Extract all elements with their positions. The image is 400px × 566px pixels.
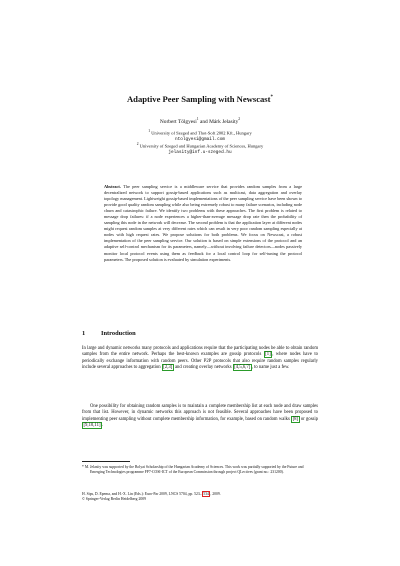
footnote (82, 465, 318, 476)
author-2-mark: 2 (238, 117, 241, 121)
author-2: Márk Jelasity (209, 118, 239, 125)
author-and: and (199, 118, 208, 125)
imprint-text-a: H. Sips, D. Epema, and H.-X. Lin (Eds.): Euro-Par 2009, LNCS 5704, pp. 523– (82, 492, 202, 496)
affiliation-2-mark: 2 (136, 142, 139, 146)
affiliation-1-mark: 1 (148, 129, 151, 133)
section-number: 1 (82, 330, 86, 337)
imprint (82, 492, 318, 502)
citation-link[interactable]: [4,5,6,7] (234, 365, 251, 371)
footnote-mark: * (82, 465, 84, 469)
footnote-divider (82, 461, 130, 462)
section-heading (82, 330, 136, 337)
citation-link[interactable]: [8] (292, 416, 299, 422)
affiliation-1-email[interactable]: ntolgyesi@gmail.com (174, 136, 226, 142)
citation-link[interactable]: [1] (265, 352, 271, 358)
affiliation-2-institution: University of Szeged and Hungarian Academy of Sciences, Hungary (139, 143, 264, 149)
abstract (104, 184, 302, 263)
affiliation-2 (0, 141, 400, 156)
paragraph-1 (82, 346, 318, 372)
author-1: Norbert Tölgyesi (159, 118, 197, 125)
citation-link[interactable]: [2,3] (163, 365, 173, 371)
section-title: Introduction (101, 330, 136, 337)
paragraph-2 (82, 404, 318, 430)
paragraph-2-text-b: or gossip (299, 416, 318, 422)
citation-link[interactable]: [9,10,11] (83, 423, 101, 429)
paragraph-2-text-a: One possibility for obtaining random samples is to maintain a complete membership list at each node and draw samples from that list. However, in dynamic networks this approach is not feasible. Several approaches have been proposed to implementing peer sampling without complete membership information, for example, based on random walks (82, 404, 318, 422)
title-text: Adaptive Peer Sampling with Newscast (126, 94, 271, 104)
paragraph-2-text-c: . (102, 423, 104, 429)
paper-title (0, 94, 400, 104)
copyright-line: © Springer-Verlag Berlin Heidelberg 2009 (82, 497, 146, 502)
affiliation-1-institution: University of Szeged and Thot-Soft 2002 Kft., Hungary (151, 130, 252, 136)
affiliation-2-email[interactable]: jelasity@inf.u-szeged.hu (168, 149, 232, 155)
page-range-link[interactable]: 534 (203, 492, 209, 496)
paragraph-1-text-d: , to name just a few. (251, 365, 290, 371)
author-1-mark: 1 (196, 117, 199, 121)
author-line (0, 117, 400, 125)
abstract-text: The peer sampling service is a middleware service that provides random samples from a large decentralized network to support gossip-based applications such as multicast, data aggregation and overlay topology management. Lightweight gossip-based implementations of the peer sampling service have been shown to provide good quality random sampling while also being extremely robust to many failure scenarios, including node churn and catastrophic failure. We identify two problems with these approaches. The first problem is related to message drop failures: if a node experiences a higher-than-average message drop rate then the probability of sampling this node in the network will decrease. The second problem is that the application layer at different nodes might request random samples at very different rates which can result in very poor random sampling especially at nodes with high request rates. We propose solutions for both problems. We focus on Newscast, a robust implementation of the peer sampling service. Our solution is based on simple extensions of the protocol and an adaptive self-control mechanism for its parameters, namely—without involving failure detectors—nodes passively monitor local protocol events using them as feedback for a local control loop for self-tuning the protocol parameters. The proposed solution is evaluated by simulation experiments. (104, 184, 302, 262)
title-footnote-mark: * (270, 95, 274, 101)
paragraph-1-text-b: , where nodes have to periodically exchange information with random peers. Other P2P protocols that also require random samples regularly include several approaches to aggregation (82, 352, 318, 371)
imprint-text-b: , 2009. (210, 492, 221, 496)
abstract-label: Abstract. (104, 184, 121, 189)
footnote-text: M. Jelasity was supported by the Bolyai Scholarship of the Hungarian Academy of Sciences. This work was partially supported by the Future and Emerging Technologies programme FP7-COSI-ICT of the European Commission through project QLectives (grant no.: 231200). (84, 465, 304, 475)
paragraph-1-text-c: and creating overlay networks (173, 365, 233, 371)
paragraph-1-text-a: In large and dynamic networks many protocols and applications require that the participating nodes be able to obtain random samples from the entire network. Perhaps the best-known examples are gossip protocols (82, 346, 318, 358)
